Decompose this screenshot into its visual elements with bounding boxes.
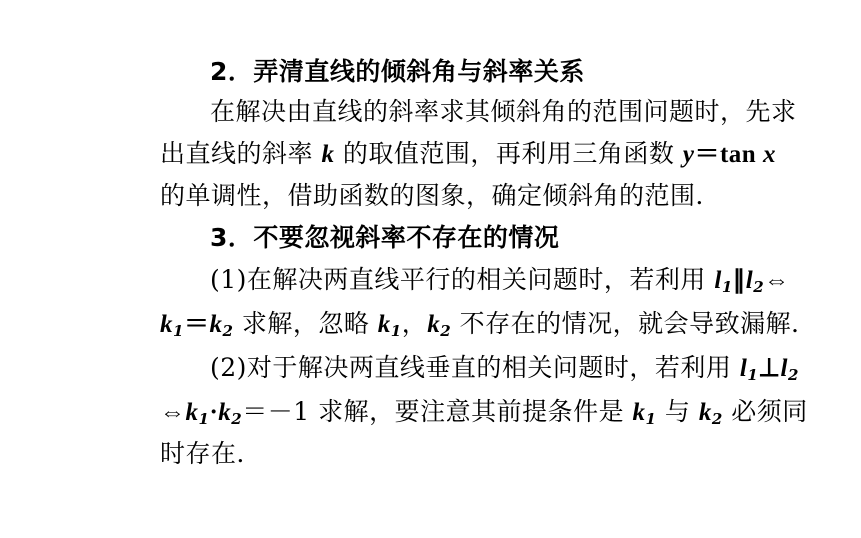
subscript: 2 — [440, 322, 452, 340]
variable-y: y — [682, 141, 695, 168]
variable-k: k — [377, 311, 391, 338]
text: 必须同 — [722, 397, 808, 426]
perpendicular-symbol: ⊥ — [758, 355, 781, 382]
subscript: 1 — [173, 322, 184, 340]
section-3-heading: 3．不要忽视斜率不存在的情况 — [210, 223, 560, 252]
text: (1)在解决两直线平行的相关问题时，若利用 — [210, 265, 715, 294]
variable-l: l — [714, 267, 722, 294]
text: (2)对于解决两直线垂直的相关问题时，若利用 — [210, 353, 740, 382]
subscript: 2 — [711, 410, 723, 428]
item-2-line-3: 时存在． — [160, 439, 263, 468]
text: ＝－1 求解，要注意其前提条件是 — [242, 397, 633, 426]
dot-symbol: · — [209, 399, 219, 426]
section-2-heading: 2．弄清直线的倾斜角与斜率关系 — [210, 57, 585, 86]
variable-k: k — [427, 311, 441, 338]
subscript: 1 — [645, 410, 657, 428]
subscript: 2 — [753, 278, 765, 296]
variable-l: l — [780, 355, 788, 382]
iff-symbol: ⇔ — [764, 267, 790, 294]
section-2-paragraph-line-1: 在解决由直线的斜率求其倾斜角的范围问题时，先求 — [210, 97, 797, 126]
item-1-line-1 — [210, 260, 800, 307]
section-2-paragraph-line-3: 的单调性，借助函数的图象，确定倾斜角的范围． — [160, 181, 722, 210]
variable-k: k — [698, 399, 712, 426]
item-1-line-2 — [160, 304, 817, 351]
variable-l: l — [745, 267, 754, 294]
section-2-paragraph-line-2 — [160, 134, 800, 175]
subscript: 2 — [788, 366, 799, 384]
variable-k: k — [209, 311, 223, 338]
variable-l: l — [739, 355, 748, 382]
item-2-line-2 — [160, 392, 808, 439]
iff-symbol: ⇔ — [160, 399, 186, 426]
subscript: 1 — [721, 278, 733, 296]
variable-k: k — [632, 399, 646, 426]
text: 不存在的情况，就会导致漏解． — [451, 309, 817, 338]
subscript: 2 — [231, 410, 243, 428]
text: 求解，忽略 — [233, 309, 378, 338]
equals-symbol: ＝ — [183, 311, 210, 338]
parallel-symbol: ∥ — [732, 267, 746, 294]
variable-x: x — [762, 141, 776, 168]
subscript: 1 — [747, 366, 759, 384]
text: ， — [401, 309, 428, 338]
variable-k: k — [321, 141, 335, 168]
subscript: 2 — [222, 322, 234, 340]
subscript: 1 — [198, 410, 210, 428]
item-2-line-1 — [210, 348, 800, 395]
text: 与 — [656, 397, 699, 426]
variable-k: k — [160, 311, 173, 338]
text: 的取值范围，再利用三角函数 — [334, 139, 683, 168]
variable-k: k — [185, 399, 199, 426]
text: 出直线的斜率 — [160, 139, 322, 168]
variable-k: k — [218, 399, 232, 426]
subscript: 1 — [390, 322, 402, 340]
tan-text: ＝tan — [694, 141, 763, 168]
